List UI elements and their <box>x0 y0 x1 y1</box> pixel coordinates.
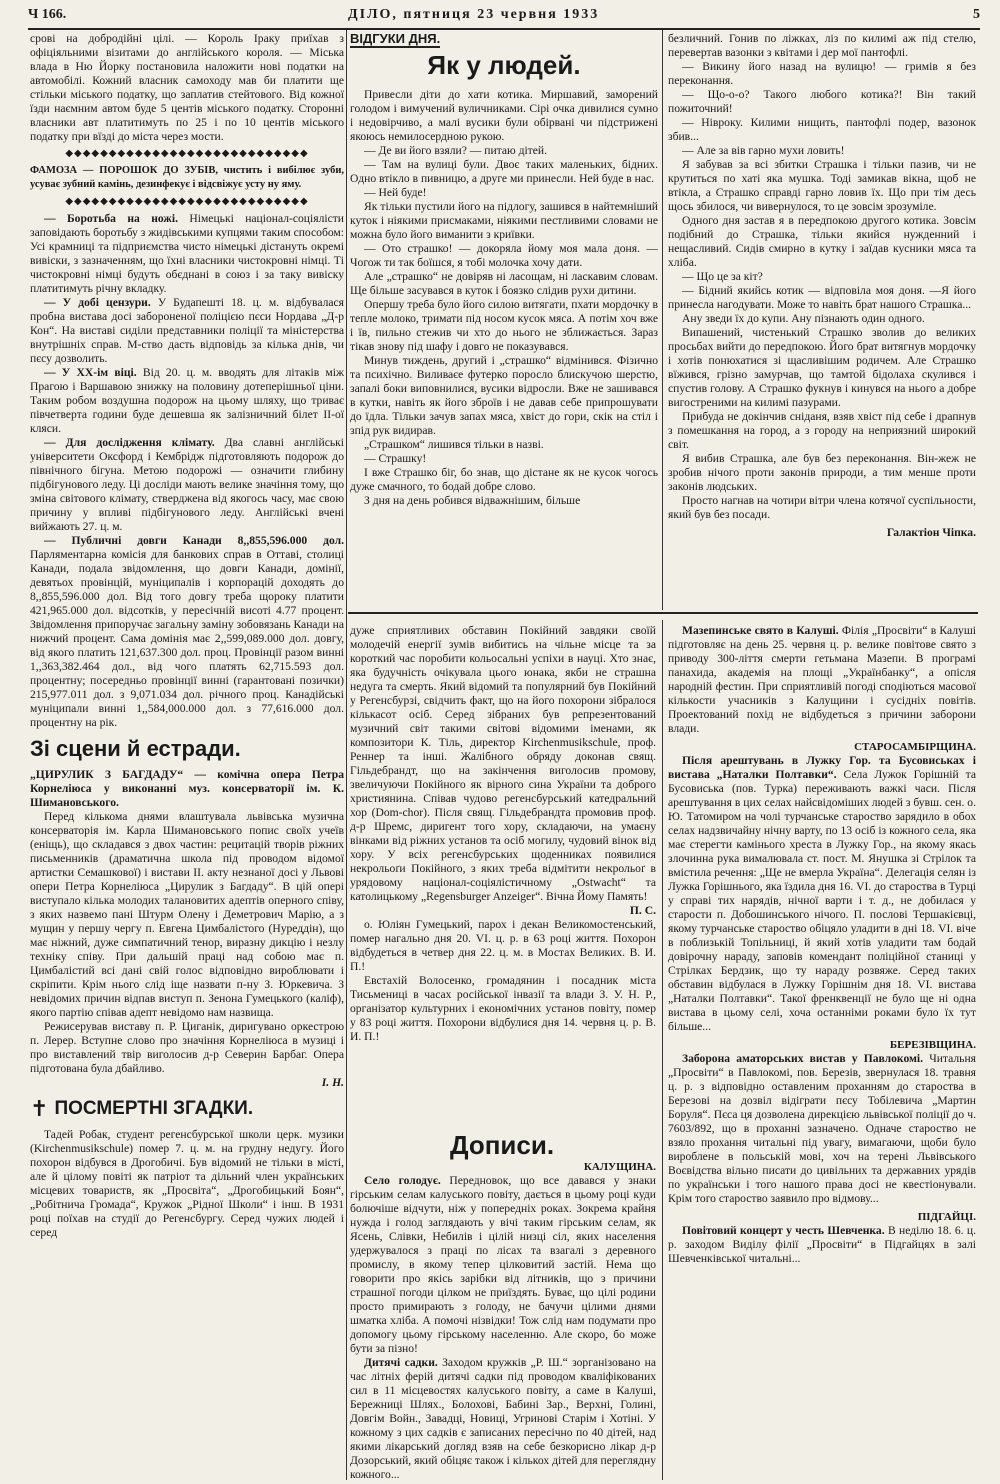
ornament-divider: ◆◆◆◆◆◆◆◆◆◆◆◆◆◆◆◆◆◆◆◆◆◆◆◆◆◆◆◆ <box>65 148 309 159</box>
story-paragraph: — Нівроку. Килими нищить, пантофлі подер, вазонок збив... <box>668 116 976 143</box>
story-paragraph: „Страшком“ лишився тільки в назві. <box>364 438 544 451</box>
column-2-correspondence <box>350 1130 656 1484</box>
story-paragraph: — Ото страшко! — докоряла йому моя мала доня. — Чогож ти так боїшся, я тобі молочка хочу дати. <box>350 242 658 269</box>
place-heading: СТАРОСАМБІРЩИНА. <box>854 741 976 753</box>
story-signature: Галактіон Чіпка. <box>886 526 976 539</box>
story-paragraph: — Там на вулиці були. Двоє таких маленьких, бідних. Одно втікло в пивницю, а друге ми принесли. Ней буде в нас. <box>350 158 658 185</box>
column-2-top <box>350 32 658 607</box>
report-item: Заборона аматорських вистав у Павлокомі. Читальня „Просвіти“ в Павлокомі, пов. Березів, звернулася 18. травня ц. р. з відповідно оставленим проханням до староства в Березові на дозвіл відіграти пєсу Тобілевича „Мартин Боруля“. Пєса ця дозволена дирекцією львівської поліції до ч. 7603/892, що в проханні зазначено. Одначе староство не взяло прохання читальні під увагу, вимагаючи, щоби було вироблене в польській мові, хоч на терені Львівського Воєвідства вільно писати до цивільних та державних урядів по українськи і того нашого права досі не квестіонували. Крім того староство заявило про відмову... <box>668 1052 976 1205</box>
story-paragraph: Ану зведи їх до купи. Ану пізнають один одного. <box>682 312 925 325</box>
story-paragraph: — Викину його назад на вулицю! — гримів я без переконання. <box>668 60 976 87</box>
story-paragraph: Привесли діти до хати котика. Миршавий, заморений голодом і вимучений вуличниками. Сірі очка дивилися сумно і недовірчиво, а малі вусики були обірвані чи підстрижені якоюсь немилосердною рукою. <box>350 88 658 143</box>
report-item: Дитячі садки. Заходом кружків „Р. Ш.“ зорганізовано на час літніх ферій дитячі садки під проводом кваліфікованих сил в 11 місцевостях калуського повіту, а саме в Калуші, Бережниці Шлях., Болохові, Бабині Зар., Верхні, Голині, Довгім Войн., Завадці, Новиці, Угринові Старім і Хотіні. У кожному з цих садків є записаних пересічно по 40 дітей, над якими лікарський догляд взяв на себе безкорисно лікар д-р Дозорський, який обіцяє також і кількох дітей для переглядну кожного... <box>350 1356 656 1481</box>
story-paragraph: Я забував за всі збитки Страшка і тільки пазив, чи не крутиться по хаті яка мушка. Тоді замикав вікна, щоб не втікла, а Страшко справді гарно ловив їх. Що при тім десь щось збилося, чи вивернулося, то це зовсім зрозуміле. <box>668 158 976 213</box>
column-rule-1 <box>346 30 347 1480</box>
story-paragraph: Як тільки пустили його на підлогу, зашився в найтемніший куток і ніякими присмаками, ніякими пестливими словами не можна було його виманити з криївки. <box>350 200 658 241</box>
cross-icon: ✝ <box>30 1096 49 1121</box>
column-rule-3 <box>662 620 663 1480</box>
column-2-obituaries <box>350 624 656 1144</box>
ornament-divider: ◆◆◆◆◆◆◆◆◆◆◆◆◆◆◆◆◆◆◆◆◆◆◆◆◆◆◆◆ <box>65 196 309 207</box>
story-paragraph: — Де ви його взяли? — питаю дітей. <box>364 144 547 157</box>
report-item: Мазепинське свято в Калуші. Філія „Просвіти“ в Калуші підготовляє на день 25. червня ц. р. велике повітове свято з приводу 300-ліття смерти гетьмана Мазепи. В програмі панахида, академія на площі „Українбанку“, а опісля народній фестин. При сприятливій погоді сподіються масової кількости учасників з Калущини і сусідніх повітів. Проектований похід не відбудеться з причини заборони влади. <box>668 624 976 735</box>
story-paragraph: — Але за вів гарно мухи ловить! <box>682 144 845 157</box>
story-paragraph: — Ней буде! <box>364 186 427 199</box>
obituary-text: Евстахій Волосенко, громадянин і посадник міста Тисьмениці в часах російської інвазії та влади З. У. Н. Р., організатор культурних і економічних установ повіту, помер у 83 році життя. Похорони відбулися дня 14. червня ц. р. В. И. П.! <box>350 974 656 1043</box>
correspondence-title: Дописи. <box>450 1130 555 1160</box>
page-header <box>28 4 980 30</box>
section-divider <box>348 612 978 614</box>
story-paragraph: Опершу треба було його силою витягати, пхати мордочку в тепле молоко, тримати під носом кусок мяса. А потім хоч вже і їв, пильно стежив чи хто до нього не зближається. Зараз тікав знову під шафу і довго не показувався. <box>350 298 658 353</box>
column-rule-2 <box>662 30 663 610</box>
section-label: ВІДГУКИ ДНЯ. <box>350 32 441 46</box>
news-item: — Публичні довги Канади 8,,855,596.000 дол. Парляментарна комісія для банкових справ в Оттаві, столиці Канади, подала звідомлення, що довги Канади, домінії, девятьох провінцій, муніципалів і корпорацій доходять до 8,,855,596.000 дол. Від того довгу треба щороку платити 421,965.000 дол. відсотків, у пересічній висоті 4.77 процент. Звідомлення припоручає загальну заміну зобовязань Канади на нижчий процент. Сама домінія має 2,,599,089.000 дол. довгу, від якого платить 121,637.300 дол. проц. Провінції разом винні 1,,363,382.464 дол., від чого платять 62,715.593 дол. процентну; посередньо провінції винні (гарантовані позички) 215,977.011 дол. з 9,071.034 дол. річного проц. Канадійські муніципали винні 1,,584,000.000 дол. з 77,616.000 дол. процентну на рік. <box>30 534 344 729</box>
story-paragraph: Я вибив Страшка, але був без переконання. Він-жеж не зробив нічого проти законів природи, а тим менше проти законів людських. <box>668 452 976 493</box>
obituary-signature: П. С. <box>629 904 656 917</box>
story-paragraph: Просто нагнав на чотири вітри члена котячої суспільности, який був без посади. <box>668 494 976 521</box>
news-item: — Боротьба на ножі. Німецькі націонал-соціялісти заповідають боротьбу з жидівськими купцями таким способом: Усі крамниці та підприємства чисто німецькі дістануть окремі вивіски, з зазначенням, що їхні власники чистокровні німці. Ті чистокровні німці будуть обєднані в союз і за таку вивіску платитимуть річну вкладку. <box>30 212 344 295</box>
obituary-text: Тадей Робак, студент регенсбурської школи церк. музики (Kirchenmusikschule) помер 7. ц. м. на грудну недугу. Його похорон відбувся в Дрогобичі. Був відомий не тільки в місті, але й цілому повіті як патріот та дільний член українських місцевих товариств, як „Просвіта“, „Дрогобицький Боян“, „Робітнича Громада“, Кружок „Рідної Школи“ і інш. В 1931 році поїхав на студії до Регенсбургу. Серед чужих людей і серед <box>30 1128 344 1239</box>
story-paragraph: — Що це за кіт? <box>682 270 763 283</box>
story-paragraph: З дня на день робився відважнішим, більше <box>364 494 581 507</box>
obituary-text: о. Юліян Гумецький, парох і декан Великомостенський, помер нагально дня 20. VI. ц. р. в 63 році життя. Похорон відбудеться в четвер дня 22. ц. м. в Мостах Великих. В. И. П.! <box>350 918 656 973</box>
column-3-reports <box>668 624 976 1480</box>
section-title-stage: Зі сцени й естради. <box>30 736 241 761</box>
story-title: Як у людей. <box>427 50 581 80</box>
place-heading: КАЛУЩИНА. <box>583 1161 656 1173</box>
story-paragraph: Але „страшко“ не довіряв ні ласощам, ні ласкавим словам. Ще більше засувався в куток і боязко слідив рухи дитини. <box>350 270 658 297</box>
report-item: Село голодує. Передновок, що все давався у знаки гірським селам калуського повіту, дається в цьому році куди болючіше відчути, ніж у попередніх роках. Зокрема крайня нужда і голод заглядають у вічі таким гірським селам, як Ясень, Слівки, Небилів і цілій низці сіл, яких населення удержувалося з праці по лісах та взагалі з деревного промислу, в якому тепер цілковитий застій. Нема що говорити про якісь зарібки від літників, що з причини страшної погоди цілком не приїздять. Буває, що цілі родини просто примирають з голоду, не бачучи цілими днями шматка хліба. А помочі нізвідки! Тож слід нам подумати про допомогу цьому гірському населенню. Але скоро, бо може бути за пізно! <box>350 1174 656 1355</box>
story-paragraph: Одного дня застав я в передпокою другого котика. Зовсім подібний до Страшка, тільки якийся нужденний і нещасливий. Сидів смирно в кутку і заїдав кусники мяса та хліба. <box>668 214 976 269</box>
story-paragraph: — Що-о-о? Такого любого котика?! Він такий пожиточний! <box>668 88 976 115</box>
place-heading: БЕРЕЗІВЩИНА. <box>889 1039 976 1051</box>
opera-review: Перед кількома днями влаштувала львівська музична консерваторія ім. Карла Шимановського попис своїх учеїв (еніщь), що складався з двох частин: рецитацій творів ріжних письменників (драматична школа під проводом відомої артистки Семашкової) і вистави ІІ. акту незнаної досі у Львові опери Петра Корнеліюса „Цирулик з Багдаду“. В цій опері виступало кілька молодих талановитих адептів оперного співу, з яких назвемо пані Штурм Олену і Деметрович Марію, а з мущин у першу чергу п. Евгена Цимбалістого (Нуреддін), що має ніжний, дуже симпатичний тенор, виразну дикцію і незлу техніку співу. При дальшій праці над собою має п. Цимбалістий всі дані свій голос відповідно вироблювати і скріпити. Крім нього слід іще назвати п-ну З. Юркевича. З невідомих причин відпав виступ п. Зенона Гумецького (каліф), якого партію співав адепт невідомо нам назвища. <box>30 810 344 1019</box>
story-paragraph: Випашений, чистенький Страшко зволив до великих просьбах вийти до передпокою. Його брат витягнув мордочку і хотів понюхатися зі щасливішим родичем. Але Страшко вїжився, грізно замурчав, що тамтой бідолаха скулився і спустив голову. А Страшко фукнув і кинувся на нього а добре вигостреними на килимі пазурами. <box>668 326 976 409</box>
news-item: — Для дослідження клімату. Два славні англійські університети Оксфорд і Кембрідж підготовляють подорож до північного бігуна. Метою подорожі — означити глибину підбігунового леду. Ці досліди мають велике значіння тому, що зміна світового клімату, стверджена від якогось часу, має свою причину у впливі підбігунового леду. Англійські вчені вийжають 27. ц. м. <box>30 436 344 533</box>
story-paragraph: Прибуда не докінчив сніданя, взяв хвіст під себе і драпнув з помешкання на город, а з городу на неприязний широкий світ. <box>668 410 976 451</box>
place-heading: ПІДГАЙЦІ. <box>917 1211 976 1223</box>
opera-review: Режисерував виставу п. Р. Циганік, диригувано оркестрою п. Лерер. Вступне слово про значіння Корнеліюса в музиці і про виставлений твір виголосив д-р Северин Барбаг. Опера підготована була дбайливо. <box>30 1020 344 1075</box>
story-paragraph: Минув тиждень, другий і „страшко“ відмінився. Фізично та психічно. Виливаєе футерко поросло блискучою шерстю, запалі боки виповнилися, вусики відросли. Вже не зашивався в кутки, навіть як його зброїв і не давав себе припрошувати до їдла. Тільки зачув запах мяса, хвіст до гори, скік на стіл і зпід рук видирав. <box>350 354 658 437</box>
story-paragraph: безличний. Гонив по ліжках, ліз по килимі аж під стелю, перевертав вазонки з квітами і дер мої пантофлі. <box>668 32 976 59</box>
news-paragraph: срові на добродійні цілі. — Король Іраку приїхав з офіціяльними візитами до англійського короля. — Міська влада в Ню Йорку постановила наложити нові податки на автомобілі. Кожний власник самоходу мав би платити ще стільки міського податку, що заплатив стейтового. Від кожної їзди наємним автом буде 5 центів міського податку. Сторонні власники авт платитимуть по 25 і по 10 центів міського податку при вїзді до міста через мости. <box>30 32 344 143</box>
report-item: Повітовий концерт у честь Шевченка. В неділю 18. 6. ц. р. заходом Виділу філії „Просвіти“ в Підгайцях в залі Шевченківської читальні... <box>668 1224 976 1265</box>
news-item: — У добі цензури. У Будапешті 18. ц. м. відбувалася пробна вистава досі забороненої поліцією пєси Нордава „Д-р Кон“. На виставі сиділи представники поліції та міністерства внутрішніх справ. М-ство дасть відповідь за кілька днів, чи пєсу дозволить. <box>30 296 344 365</box>
advertisement: ФАМОЗА — ПОРОШОК ДО ЗУБІВ, чистить і вибілює зуби, усуває зубний камінь, дезинфекує і відсвіжує усту ну яму. <box>30 165 344 190</box>
masthead: ДІЛО, пятниця 23 червня 1933 <box>348 7 600 22</box>
story-paragraph: І вже Страшко біг, бо знав, що дістане як не кусок чогось дуже смачного, то бодай добре слово. <box>350 466 658 493</box>
opera-title: „ЦИРУЛИК З БАГДАДУ“ — комічна опера Петра Корнеліюса у виконанні муз. консерваторії ім. К. Шимановського. <box>30 768 344 809</box>
story-paragraph: — Бідний якийсь котик — відповіла моя доня. —Я його принесла нагодувати. Може то навіть брат нашого Страшка... <box>668 284 976 311</box>
obituaries-title: ПОСМЕРТНІ ЗГАДКИ. <box>54 1098 254 1119</box>
opera-signature: І. Н. <box>321 1076 344 1089</box>
column-1 <box>30 32 344 1478</box>
news-item: — У ХХ-ім віці. Від 20. ц. м. вводять для літаків між Прагою і Варшавою знижку на половину дотеперішньої ціни. Таким робом воздушна подорож на цьому шляху, що триває півчетверта години буде дешевша як залізничний білет ІІ-ої кляси. <box>30 366 344 435</box>
page-number-left: Ч 166. <box>28 7 67 22</box>
obituary-text: дуже сприятливих обставин Покійний завдяки своїй молодечій енергії зумів вибитись на чільне місце та за короткий час поробити кольосальні успіхи в науці. Хто знає, яка будучність очікувала цього юнака, якби не страшна недуга та смерть. Який відомий та популярний був Покійний у Регенсбурзі, свідчить факт, що на його похорони зібралося кількасот осіб. Серед зібраних був репрезентований музичний світ такими світові відомими іменами, як композитори К. Тіль, директор Kirchenmusikschule, проф. Реннер та інші. Жалібного обряду доконав свящ. Гільдебрандт, що на закінчення виголосив промову, звеличуючи Покійного як вірного сина України та доброго християнина. Співав чудово регенсбурський катедральний хор (Dom-chor). Після свящ. Гільдебрандта промовив проф. д-р Шремс, диригент того хору, складаючи, на умаєну вінками від ріжних установ та осіб могилу, чудовий вінок від хору. У всіх регенсбурських щоденниках появилися некрольоґи Покійного, з яких треба відмітити некрольоґ в урядовому націонал-соціялістичному „Ostwacht“ та католицькому „Regensburger Anzeiger“. Вічна Йому Память! <box>350 624 656 903</box>
page-number-right: 5 <box>973 7 980 22</box>
report-item: Після арештувань в Лужку Гор. та Бусовиськах і вистава „Наталки Полтавки“. Села Лужок Горішній та Бусовиська (пов. Турка) переживають важкі часи. Після арештування в цих селах найсвідоміших людей з бувш. сен. о. Ю. Татомиром на чолі турчанське староство зарядило в обох селах надзвичайну нічну варту, по 13 осіб із кожного села, яка має стерегти камінього хреста в Лужку Гор., на якому якась злочинна рука вималювала ст. пост. М. Янушка зі Стрілок та вмістила речення: „Ще не вмерла Україна“. Делегація селян із Лужка Горішнього, яка їздила дня 16. VI. до староства в Турці у справі тих нарядів, нічної варти і т. д., не добилася у старости п. Добошинського нічого. П. послові Тершакієвці, якому турчанське староство обіцяло уладити в дні 18. VI. віче в поблизькій Топільниці, й який хотів уладити там бодай довірочну нараду, заповів комендант поліційної станиці у Стрілках Бердзик, що ту нараду розвяже. Серед таких обставин відбулася в Лужку Горішнім дня 18. VI. вистава „Наталки Полтавки“. Такої френквенції не було ще ні одна вистава в цьому селі, хоча останніми роками було їх тут більше... <box>668 754 976 1033</box>
column-3-top <box>668 32 976 607</box>
story-paragraph: — Страшку! <box>364 452 427 465</box>
